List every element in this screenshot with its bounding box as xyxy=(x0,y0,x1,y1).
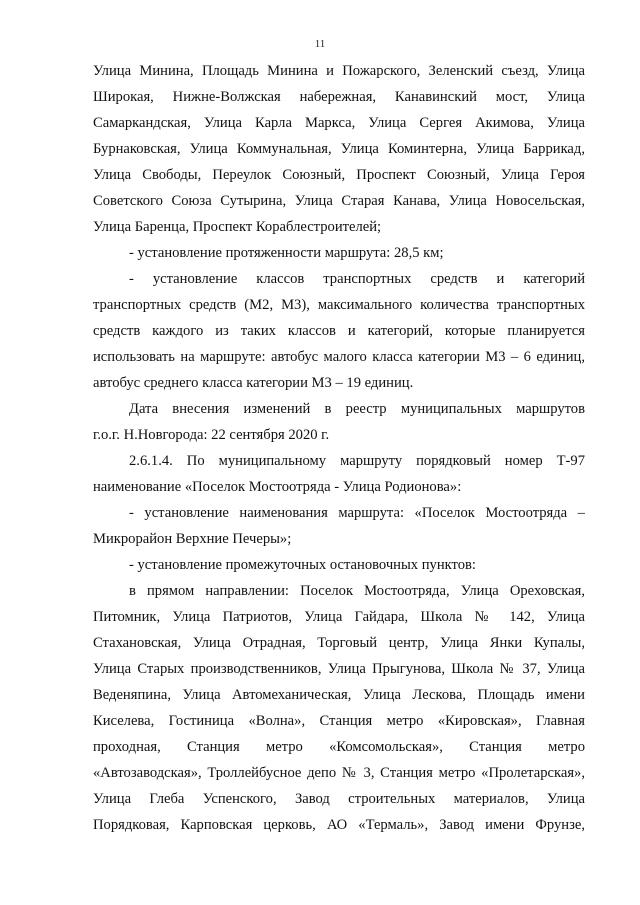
text-line: Улица Свободы, Переулок Союзный, Проспект Союзный, Улица Героя xyxy=(93,167,585,183)
text-line: транспортных средств (М2, М3), максимального количества транспортных xyxy=(93,297,585,313)
page-number: 11 xyxy=(314,38,326,50)
text-line: Бурнаковская, Улица Коммунальная, Улица Коминтерна, Улица Баррикад, xyxy=(93,141,585,157)
paragraph-forward-direction xyxy=(93,578,585,838)
paragraph-vehicle-classes xyxy=(93,266,585,396)
paragraph-registry-date xyxy=(93,396,585,448)
paragraph-route-length xyxy=(93,240,585,266)
text-line: Стахановская, Улица Отрадная, Торговый центр, Улица Янки Купалы, xyxy=(93,635,585,651)
text-line: Дата внесения изменений в реестр муниципальных маршрутов xyxy=(129,401,585,417)
text-line: - установление протяженности маршрута: 28,5 км; xyxy=(129,245,444,261)
text-line: Микрорайон Верхние Печеры»; xyxy=(93,531,292,547)
paragraph-route-name xyxy=(93,500,585,552)
text-line: Улица Глеба Успенского, Завод строительных материалов, Улица xyxy=(93,791,585,807)
document-body xyxy=(93,58,585,838)
text-line: 2.6.1.4. По муниципальному маршруту порядковый номер Т-97 xyxy=(129,453,585,469)
text-line: Питомник, Улица Патриотов, Улица Гайдара, Школа № 142, Улица xyxy=(93,609,585,625)
text-line: Веденяпина, Улица Автомеханическая, Улица Лескова, Площадь имени xyxy=(93,687,585,703)
text-line: Улица Старых производственников, Улица Прыгунова, Школа № 37, Улица xyxy=(93,661,585,677)
text-line: в прямом направлении: Поселок Мостоотряда, Улица Ореховская, xyxy=(129,583,585,599)
paragraph-section-2-6-1-4 xyxy=(93,448,585,500)
text-line: использовать на маршруте: автобус малого класса категории М3 – 6 единиц, xyxy=(93,349,585,365)
text-line: Советского Союза Сутырина, Улица Старая Канава, Улица Новосельская, xyxy=(93,193,585,209)
text-line: Улица Минина, Площадь Минина и Пожарского, Зеленский съезд, Улица xyxy=(93,63,585,79)
text-line: - установление классов транспортных средств и категорий xyxy=(129,271,585,287)
text-line: Порядковая, Карповская церковь, АО «Термаль», Завод имени Фрунзе, xyxy=(93,817,585,833)
text-line: Улица Баренца, Проспект Кораблестроителей; xyxy=(93,219,382,235)
text-line: Широкая, Нижне-Волжская набережная, Канавинский мост, Улица xyxy=(93,89,585,105)
text-line: «Автозаводская», Троллейбусное депо № 3, Станция метро «Пролетарская», xyxy=(93,765,585,781)
text-line: Самаркандская, Улица Карла Маркса, Улица Сергея Акимова, Улица xyxy=(93,115,585,131)
text-line: Киселева, Гостиница «Волна», Станция метро «Кировская», Главная xyxy=(93,713,585,729)
text-line: наименование «Поселок Мостоотряда - Улица Родионова»: xyxy=(93,479,462,495)
text-line: проходная, Станция метро «Комсомольская», Станция метро xyxy=(93,739,585,755)
text-line: средств каждого из таких классов и категорий, которые планируется xyxy=(93,323,585,339)
paragraph-streets-continued xyxy=(93,58,585,240)
text-line: - установление наименования маршрута: «Поселок Мостоотряда – xyxy=(129,505,585,521)
text-line: - установление промежуточных остановочных пунктов: xyxy=(129,557,476,573)
paragraph-intermediate-stops xyxy=(93,552,585,578)
text-line: автобус среднего класса категории М3 – 19 единиц. xyxy=(93,375,414,391)
text-line: г.о.г. Н.Новгорода: 22 сентября 2020 г. xyxy=(93,427,330,443)
